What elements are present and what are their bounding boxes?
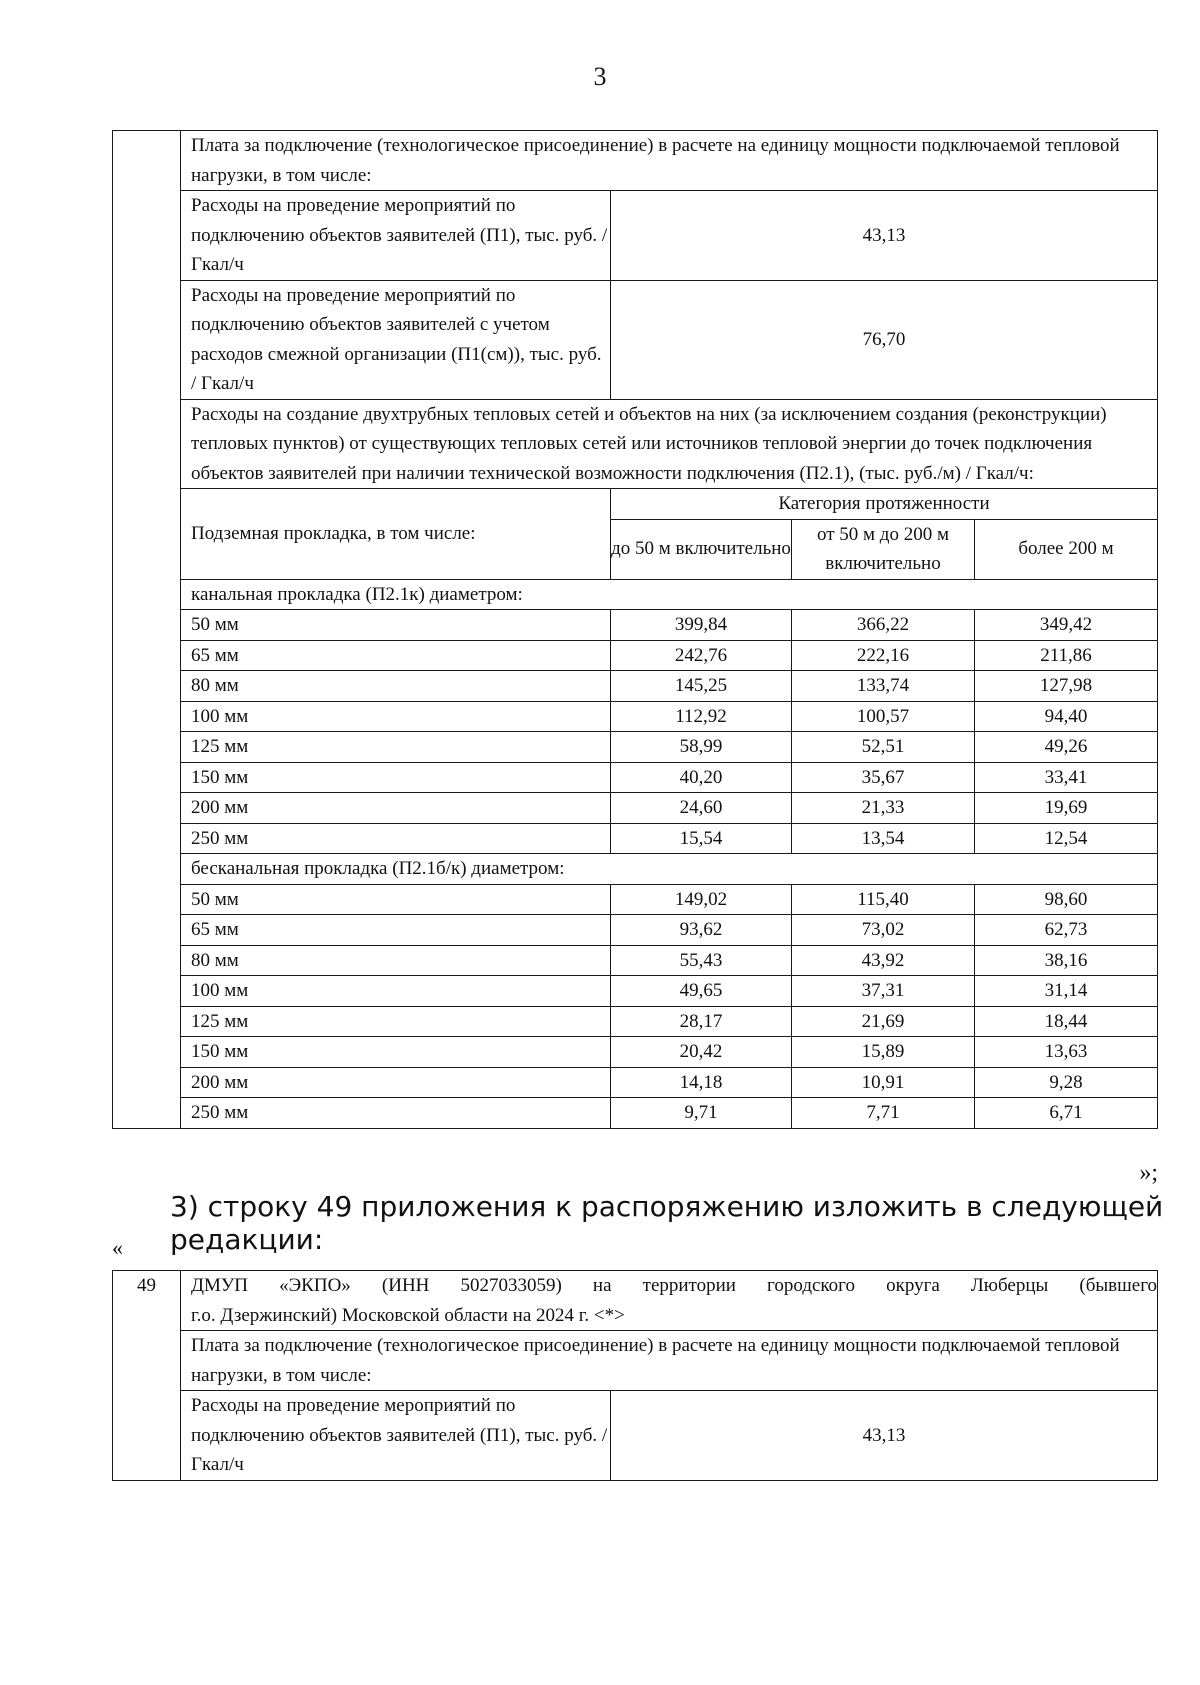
column-header: от 50 м до 200 м включительно — [792, 519, 975, 579]
channelless-label: бесканальная прокладка (П2.1б/к) диаметром: — [181, 854, 1158, 885]
close-quote: »; — [1139, 1160, 1158, 1186]
diameter-cell: 125 мм — [181, 1006, 611, 1037]
value-cell: 149,02 — [611, 884, 792, 915]
value-cell: 33,41 — [975, 762, 1158, 793]
table-row — [113, 610, 1158, 641]
table-row — [113, 915, 1158, 946]
value-cell: 62,73 — [975, 915, 1158, 946]
column-header: более 200 м — [975, 519, 1158, 579]
table-row — [113, 1098, 1158, 1129]
value-cell: 133,74 — [792, 671, 975, 702]
p21-title: Расходы на создание двухтрубных тепловых сетей и объектов на них (за исключением создания (реконструкции) тепловых пунктов) от существующих тепловых сетей или источников тепловой энергии до точек подключения объектов заявителей при наличии технической возможности подключения (П2.1), (тыс. руб./м) / Гкал/ч: — [181, 399, 1158, 489]
value-cell: 28,17 — [611, 1006, 792, 1037]
value-cell: 98,60 — [975, 884, 1158, 915]
diameter-cell: 65 мм — [181, 915, 611, 946]
value-cell: 115,40 — [792, 884, 975, 915]
diameter-cell: 125 мм — [181, 732, 611, 763]
amendment-heading: 3) строку 49 приложения к распоряжению изложить в следующей редакции: — [170, 1190, 1164, 1256]
value-cell: 58,99 — [611, 732, 792, 763]
value-cell: 19,69 — [975, 793, 1158, 824]
org-line-2: г.о. Дзержинский) Московской области на 2024 г. <*> — [191, 1304, 625, 1326]
value-cell: 10,91 — [792, 1067, 975, 1098]
value-cell: 13,63 — [975, 1037, 1158, 1068]
value-cell: 13,54 — [792, 823, 975, 854]
diameter-cell: 80 мм — [181, 945, 611, 976]
diameter-cell: 50 мм — [181, 884, 611, 915]
diameter-cell: 250 мм — [181, 823, 611, 854]
value-cell: 38,16 — [975, 945, 1158, 976]
p1-value-2: 43,13 — [611, 1391, 1158, 1481]
diameter-cell: 150 мм — [181, 1037, 611, 1068]
row-number-cell — [113, 131, 181, 1129]
table-row — [113, 701, 1158, 732]
table-row — [113, 793, 1158, 824]
diameter-cell: 150 мм — [181, 762, 611, 793]
value-cell: 37,31 — [792, 976, 975, 1007]
value-cell: 7,71 — [792, 1098, 975, 1129]
table-row — [113, 1006, 1158, 1037]
value-cell: 35,67 — [792, 762, 975, 793]
value-cell: 242,76 — [611, 640, 792, 671]
value-cell: 6,71 — [975, 1098, 1158, 1129]
page-number: 3 — [593, 62, 607, 91]
value-cell: 49,26 — [975, 732, 1158, 763]
diameter-cell: 200 мм — [181, 1067, 611, 1098]
p1-value: 43,13 — [611, 191, 1158, 281]
channel-label: канальная прокладка (П2.1к) диаметром: — [181, 579, 1158, 610]
section-title: Плата за подключение (технологическое присоединение) в расчете на единицу мощности подключаемой тепловой нагрузки, в том числе: — [181, 131, 1158, 191]
value-cell: 15,89 — [792, 1037, 975, 1068]
table-row — [113, 732, 1158, 763]
value-cell: 55,43 — [611, 945, 792, 976]
diameter-cell: 80 мм — [181, 671, 611, 702]
value-cell: 20,42 — [611, 1037, 792, 1068]
column-header: до 50 м включительно — [611, 519, 792, 579]
table-row — [113, 671, 1158, 702]
table-row — [113, 640, 1158, 671]
table-row — [113, 976, 1158, 1007]
value-cell: 73,02 — [792, 915, 975, 946]
table-row — [113, 884, 1158, 915]
diameter-cell: 65 мм — [181, 640, 611, 671]
diameter-cell: 100 мм — [181, 701, 611, 732]
value-cell: 100,57 — [792, 701, 975, 732]
table-row — [113, 762, 1158, 793]
value-cell: 399,84 — [611, 610, 792, 641]
tariff-table — [112, 130, 1158, 1129]
value-cell: 211,86 — [975, 640, 1158, 671]
value-cell: 9,28 — [975, 1067, 1158, 1098]
diameter-cell: 200 мм — [181, 793, 611, 824]
organization-name — [181, 1271, 1158, 1331]
underground-label: Подземная прокладка, в том числе: — [181, 489, 611, 580]
value-cell: 14,18 — [611, 1067, 792, 1098]
p1sm-value: 76,70 — [611, 280, 1158, 399]
diameter-cell: 50 мм — [181, 610, 611, 641]
value-cell: 24,60 — [611, 793, 792, 824]
table-row — [113, 945, 1158, 976]
value-cell: 31,14 — [975, 976, 1158, 1007]
value-cell: 52,51 — [792, 732, 975, 763]
org-line-1: ДМУП «ЭКПО» (ИНН 5027033059) на территории городского округа Люберцы (бывшего — [191, 1275, 1158, 1296]
p1-label-2: Расходы на проведение мероприятий по подключению объектов заявителей (П1), тыс. руб. / Гкал/ч — [181, 1391, 611, 1481]
p1-label: Расходы на проведение мероприятий по подключению объектов заявителей (П1), тыс. руб. / Гкал/ч — [181, 191, 611, 281]
value-cell: 94,40 — [975, 701, 1158, 732]
value-cell: 366,22 — [792, 610, 975, 641]
value-cell: 21,33 — [792, 793, 975, 824]
value-cell: 222,16 — [792, 640, 975, 671]
value-cell: 93,62 — [611, 915, 792, 946]
value-cell: 145,25 — [611, 671, 792, 702]
value-cell: 112,92 — [611, 701, 792, 732]
row-49-table — [112, 1270, 1158, 1481]
row-number: 49 — [113, 1271, 181, 1481]
diameter-cell: 250 мм — [181, 1098, 611, 1129]
table-row — [113, 1037, 1158, 1068]
section-title-2: Плата за подключение (технологическое присоединение) в расчете на единицу мощности подключаемой тепловой нагрузки, в том числе: — [181, 1331, 1158, 1391]
value-cell: 43,92 — [792, 945, 975, 976]
open-quote: « — [112, 1235, 123, 1260]
diameter-cell: 100 мм — [181, 976, 611, 1007]
value-cell: 40,20 — [611, 762, 792, 793]
table-row — [113, 1067, 1158, 1098]
p1sm-label: Расходы на проведение мероприятий по подключению объектов заявителей с учетом расходов смежной организации (П1(см)), тыс. руб. / Гкал/ч — [181, 280, 611, 399]
value-cell: 15,54 — [611, 823, 792, 854]
table-row — [113, 823, 1158, 854]
value-cell: 9,71 — [611, 1098, 792, 1129]
value-cell: 49,65 — [611, 976, 792, 1007]
value-cell: 349,42 — [975, 610, 1158, 641]
category-header: Категория протяженности — [611, 489, 1158, 520]
value-cell: 21,69 — [792, 1006, 975, 1037]
value-cell: 12,54 — [975, 823, 1158, 854]
value-cell: 127,98 — [975, 671, 1158, 702]
value-cell: 18,44 — [975, 1006, 1158, 1037]
